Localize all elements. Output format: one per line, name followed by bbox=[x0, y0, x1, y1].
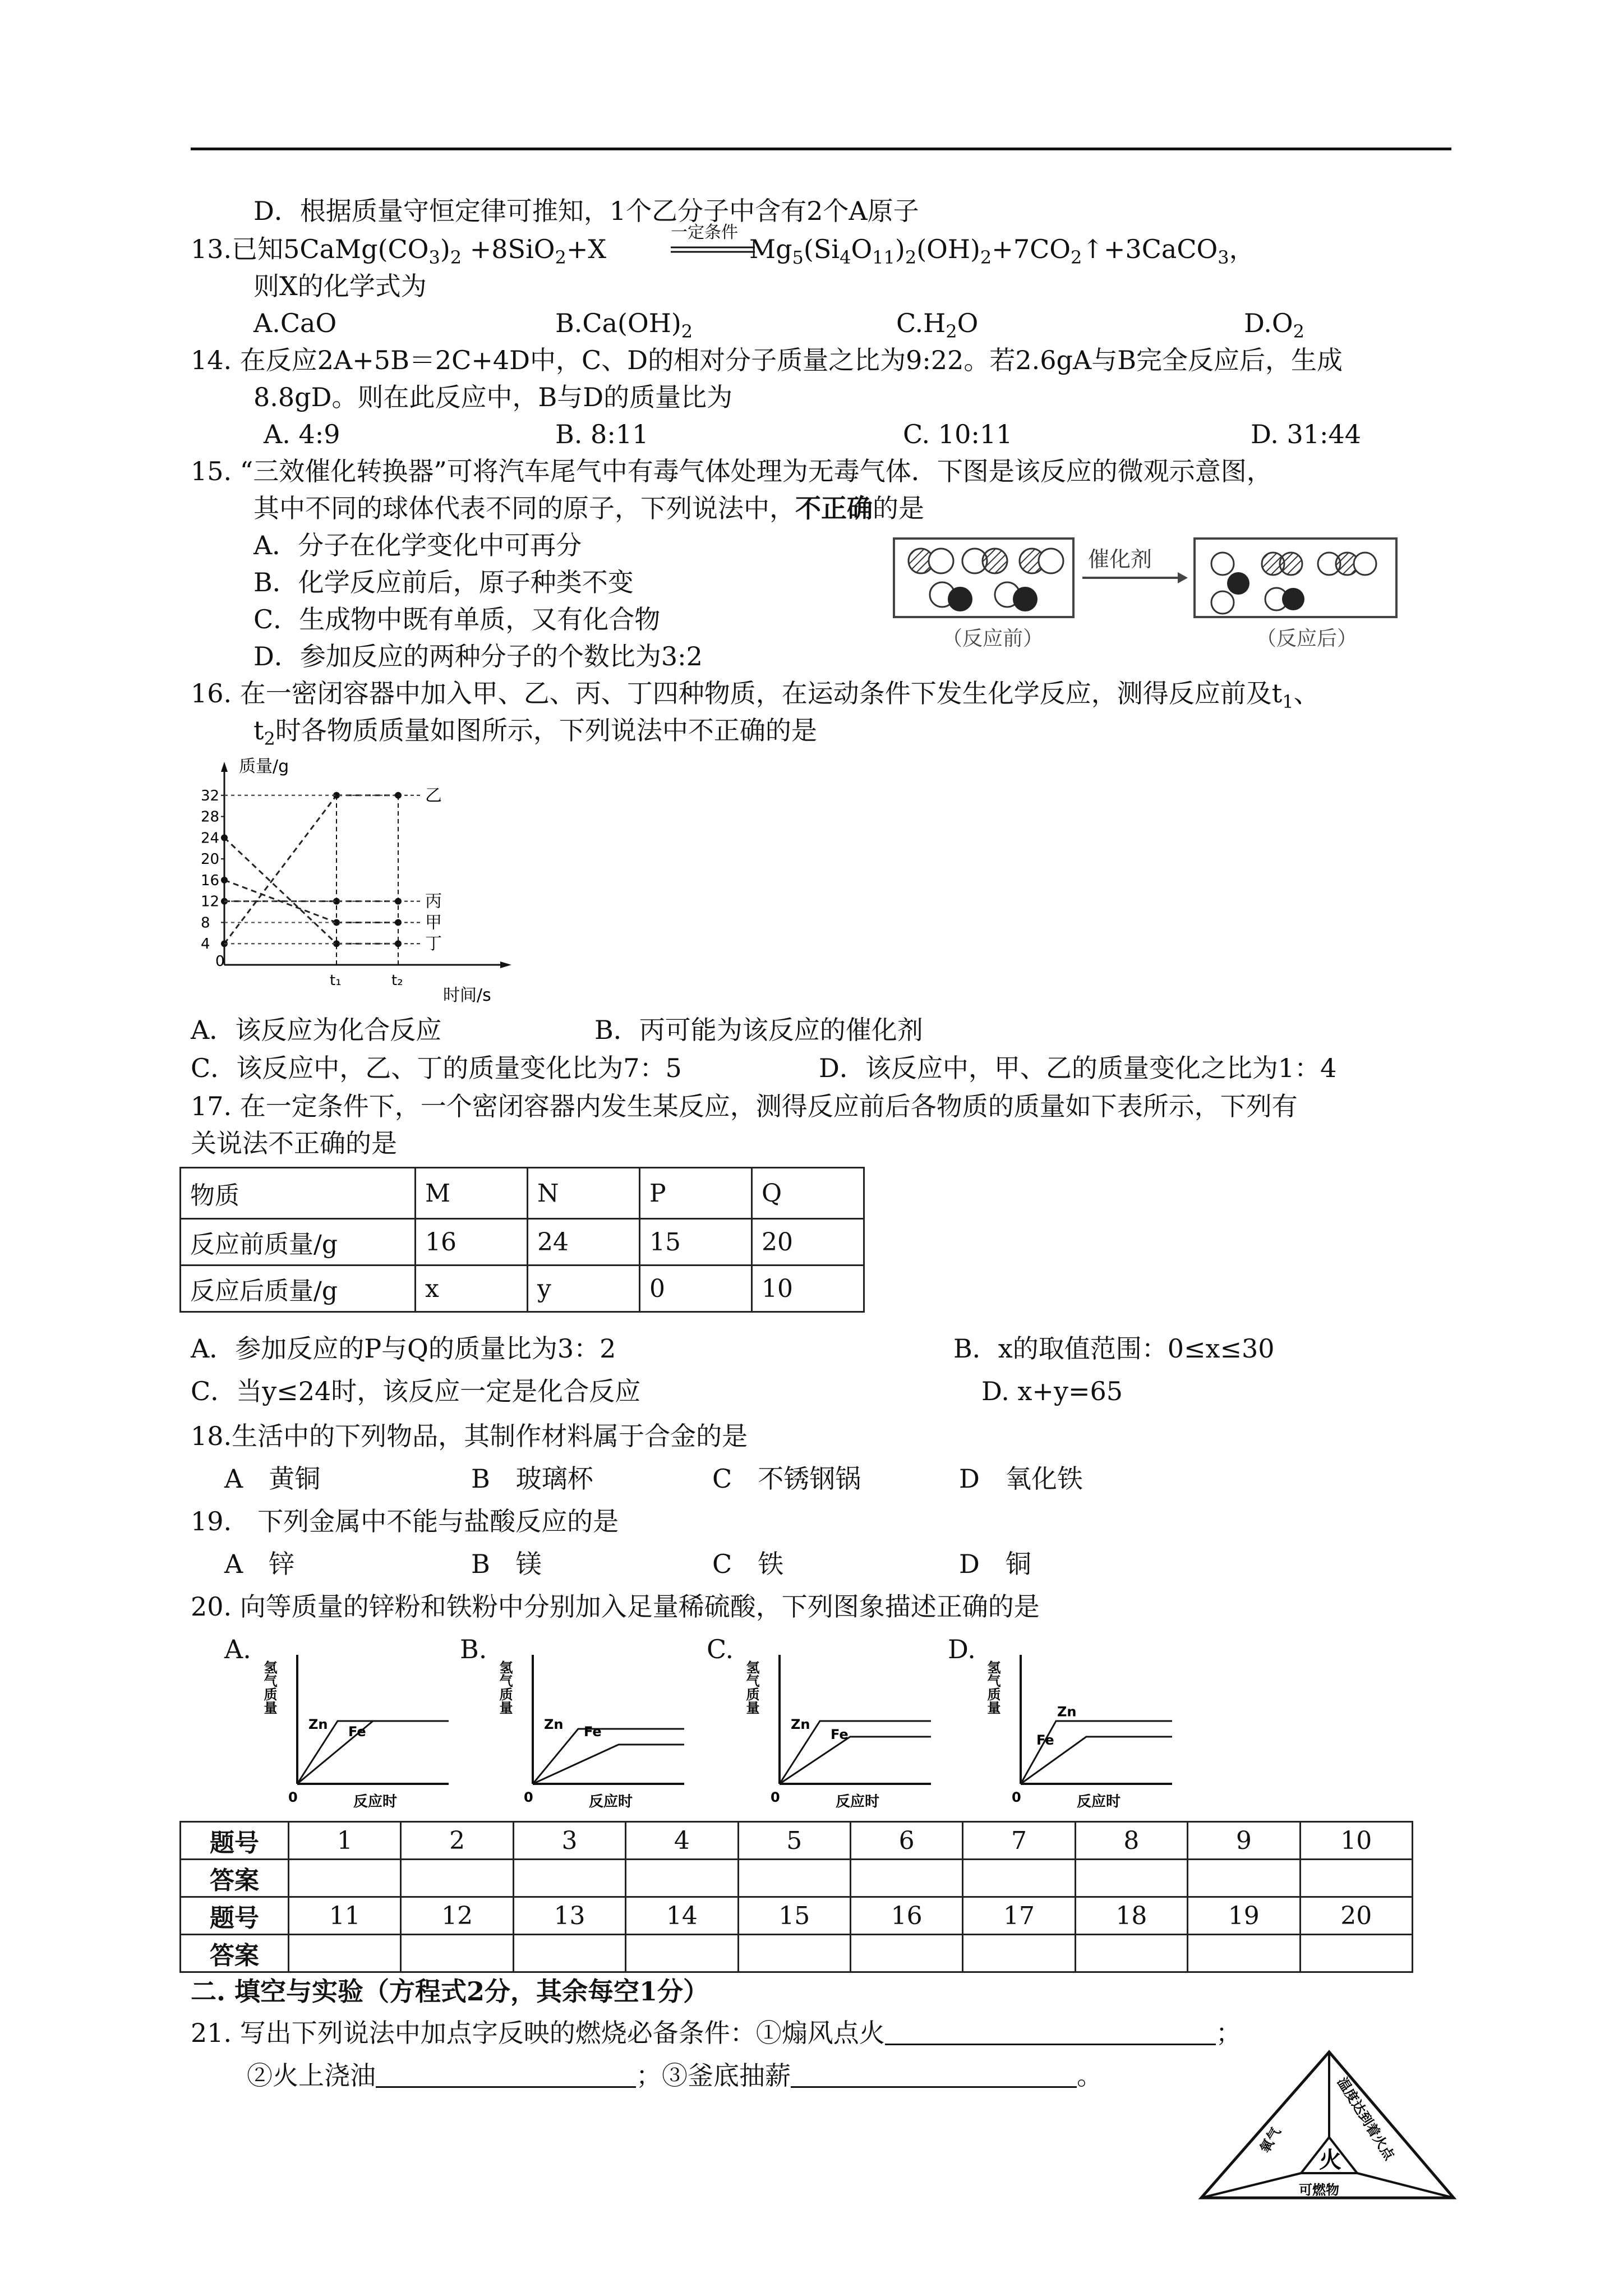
question-number-cell: 13 bbox=[513, 1897, 625, 1935]
question-number-cell: 16 bbox=[850, 1897, 962, 1935]
q21-line2: ②火上浇油 ；③釜底抽薪 。 bbox=[247, 2060, 1103, 2091]
q18-option-b: B 玻璃杯 bbox=[471, 1464, 593, 1494]
answer-blank-3[interactable] bbox=[791, 2064, 1077, 2088]
table-cell: 20 bbox=[752, 1219, 864, 1266]
table-cell: N bbox=[528, 1168, 640, 1219]
q13-option-a: A.CaO bbox=[253, 308, 337, 338]
y-tick-label: 4 bbox=[201, 936, 210, 953]
answer-cell[interactable] bbox=[289, 1935, 401, 1972]
fe-curve bbox=[780, 1737, 931, 1784]
graph-y-label: 氢气质量 bbox=[985, 1660, 1000, 1714]
answer-cell[interactable] bbox=[1075, 1860, 1187, 1897]
q20-graph bbox=[746, 1644, 937, 1812]
q15-option-c: C．生成物中既有单质，又有化合物 bbox=[253, 604, 661, 634]
q13-question: 则X的化学式为 bbox=[253, 271, 427, 301]
answer-cell[interactable] bbox=[738, 1935, 850, 1972]
q15-line1: 15. “三效催化转换器”可将汽车尾气中有毒气体处理为无毒气体．下图是该反应的微观示意图， bbox=[191, 456, 1272, 486]
question-number-label: 题号 bbox=[181, 1822, 289, 1860]
chart-axes bbox=[221, 762, 511, 968]
graph-x-label: 反应时 bbox=[1077, 1793, 1121, 1810]
graph-origin: 0 bbox=[524, 1789, 533, 1805]
table-cell: P bbox=[640, 1168, 752, 1219]
q20-graph bbox=[987, 1644, 1178, 1812]
q15-micro-diagram bbox=[892, 533, 1408, 662]
graph-y-label: 氢气质量 bbox=[497, 1660, 513, 1714]
question-number-cell: 5 bbox=[738, 1822, 850, 1860]
data-point bbox=[221, 834, 228, 841]
question-number-cell: 14 bbox=[626, 1897, 738, 1935]
table-cell: 24 bbox=[528, 1219, 640, 1266]
table-row bbox=[181, 1266, 864, 1312]
x-tick-label: t₂ bbox=[391, 972, 403, 989]
question-number-cell: 8 bbox=[1075, 1822, 1187, 1860]
graph-x-label: 反应时 bbox=[836, 1793, 880, 1810]
answer-cell[interactable] bbox=[1188, 1935, 1300, 1972]
y-tick-label: 16 bbox=[201, 872, 220, 889]
series-lines bbox=[221, 792, 421, 947]
table-cell: 0 bbox=[640, 1266, 752, 1312]
q18-stem: 18.生活中的下列物品，其制作材料属于合金的是 bbox=[191, 1421, 748, 1451]
table-row bbox=[181, 1897, 1413, 1935]
zn-label: Zn bbox=[1057, 1704, 1077, 1720]
question-number-cell: 18 bbox=[1075, 1897, 1187, 1935]
q20-option-letter: B. bbox=[460, 1634, 487, 1664]
table-cell: x bbox=[416, 1266, 528, 1312]
answer-label: 答案 bbox=[181, 1935, 289, 1972]
q20-stem: 20. 向等质量的锌粉和铁粉中分别加入足量稀硫酸，下列图象描述正确的是 bbox=[191, 1591, 1040, 1622]
q15-option-d: D．参加反应的两种分子的个数比为3:2 bbox=[253, 641, 703, 671]
table-cell: 物质 bbox=[181, 1168, 416, 1219]
question-number-cell: 9 bbox=[1188, 1822, 1300, 1860]
triangle-right-label: 温度达到着火点 bbox=[1334, 2074, 1398, 2163]
q19-stem: 19. 下列金属中不能与盐酸反应的是 bbox=[191, 1506, 619, 1536]
fe-curve bbox=[1021, 1721, 1172, 1784]
zn-curve bbox=[533, 1729, 684, 1784]
zn-label: Zn bbox=[544, 1717, 564, 1732]
triangle-center-label: 火 bbox=[1319, 2147, 1341, 2173]
table-cell: 16 bbox=[416, 1219, 528, 1266]
q17-mass-table bbox=[179, 1167, 865, 1313]
y-tick-label: 28 bbox=[201, 808, 220, 826]
q18-option-d: D 氧化铁 bbox=[959, 1464, 1083, 1494]
q19-option-d: D 铜 bbox=[959, 1549, 1031, 1579]
catalyst-label: 催化剂 bbox=[1088, 547, 1152, 572]
graph-y-label: 氢气质量 bbox=[744, 1660, 759, 1714]
q13-condition: 一定条件 bbox=[671, 223, 738, 242]
q14-line1: 14. 在反应2A+5B＝2C+4D中，C、D的相对分子质量之比为9:22。若2.6gA与B完全反应后，生成 bbox=[191, 345, 1343, 375]
y-tick-label: 32 bbox=[201, 787, 220, 804]
question-number-cell: 15 bbox=[738, 1897, 850, 1935]
answer-cell[interactable] bbox=[963, 1860, 1075, 1897]
before-label: （反应前） bbox=[942, 627, 1044, 650]
x-tick-label: t₁ bbox=[330, 972, 342, 989]
q16-option-b: B．丙可能为该反应的催化剂 bbox=[594, 1015, 923, 1045]
q18-option-c: C 不锈钢锅 bbox=[712, 1464, 861, 1494]
zn-label: Zn bbox=[308, 1717, 328, 1732]
q16-line1: 16. 在一密闭容器中加入甲、乙、丙、丁四种物质，在运动条件下发生化学反应，测得反应前及$t_1$、 bbox=[191, 678, 1320, 712]
q21-line1: 21. 写出下列说法中加点字反映的燃烧必备条件：①煽风点火 ； bbox=[191, 2018, 1242, 2048]
q16-mass-time-chart bbox=[191, 757, 550, 1004]
answer-cell[interactable] bbox=[850, 1860, 962, 1897]
answer-table bbox=[179, 1821, 1413, 1973]
answer-cell[interactable] bbox=[1300, 1860, 1412, 1897]
zn-label: Zn bbox=[791, 1717, 810, 1732]
answer-cell[interactable] bbox=[963, 1935, 1075, 1972]
fe-label: Fe bbox=[584, 1724, 602, 1740]
answer-cell[interactable] bbox=[626, 1860, 738, 1897]
table-row bbox=[181, 1935, 1413, 1972]
series-name-label: 丙 bbox=[425, 891, 442, 912]
graph-x-label: 反应时 bbox=[353, 1793, 398, 1810]
q16-option-d: D．该反应中，甲、乙的质量变化之比为1：4 bbox=[819, 1053, 1337, 1083]
y-axis-label: 质量/g bbox=[239, 757, 289, 776]
q17-option-b: B．x的取值范围：0≤x≤30 bbox=[953, 1333, 1275, 1364]
q18-option-a: A 黄铜 bbox=[224, 1464, 321, 1494]
q14-option-c: C. 10:11 bbox=[903, 419, 1013, 449]
q16-option-a: A．该反应为化合反应 bbox=[191, 1015, 442, 1045]
table-row bbox=[181, 1168, 864, 1219]
q15-option-b: B．化学反应前后，原子种类不变 bbox=[253, 567, 634, 597]
origin-label: 0 bbox=[215, 953, 225, 970]
q20-option-letter: D. bbox=[948, 1634, 976, 1664]
question-number-cell: 7 bbox=[963, 1822, 1075, 1860]
q14-option-b: B. 8:11 bbox=[555, 419, 649, 449]
q20-option-letter: C. bbox=[707, 1634, 734, 1664]
question-number-cell: 10 bbox=[1300, 1822, 1412, 1860]
triangle-left-label: 氧气 bbox=[1256, 2124, 1284, 2156]
question-number-cell: 1 bbox=[289, 1822, 401, 1860]
before-molecules bbox=[909, 549, 1063, 611]
series-name-label: 丁 bbox=[425, 934, 442, 954]
graph-origin: 0 bbox=[288, 1789, 298, 1805]
q20-option-letter: A. bbox=[224, 1634, 251, 1664]
question-number-cell: 6 bbox=[850, 1822, 962, 1860]
table-cell: 反应前质量/g bbox=[181, 1219, 416, 1266]
graph-origin: 0 bbox=[1012, 1789, 1021, 1805]
y-tick-labels bbox=[201, 788, 224, 953]
answer-cell[interactable] bbox=[513, 1860, 625, 1897]
question-number-cell: 3 bbox=[513, 1822, 625, 1860]
answer-blank-2[interactable] bbox=[376, 2064, 636, 2088]
question-number-cell: 12 bbox=[401, 1897, 513, 1935]
graph-origin: 0 bbox=[771, 1789, 780, 1805]
fe-label: Fe bbox=[831, 1727, 849, 1742]
series-segment bbox=[224, 838, 336, 944]
answer-cell[interactable] bbox=[401, 1860, 513, 1897]
answer-cell[interactable] bbox=[1188, 1860, 1300, 1897]
q19-option-b: B 镁 bbox=[471, 1549, 542, 1579]
question-number-cell: 2 bbox=[401, 1822, 513, 1860]
table-row bbox=[181, 1860, 1413, 1897]
question-number-cell: 19 bbox=[1188, 1897, 1300, 1935]
q15-option-a: A．分子在化学变化中可再分 bbox=[253, 530, 582, 560]
series-name-label: 乙 bbox=[425, 785, 442, 806]
answer-label: 答案 bbox=[181, 1860, 289, 1897]
y-tick-label: 12 bbox=[201, 893, 220, 910]
q17-option-d: D. x+y=65 bbox=[981, 1376, 1123, 1406]
answer-cell[interactable] bbox=[1300, 1935, 1412, 1972]
q19-option-a: A 锌 bbox=[224, 1549, 295, 1579]
section-2-heading: 二. 填空与实验（方程式2分，其余每空1分） bbox=[191, 1976, 709, 2007]
fire-triangle-diagram bbox=[1195, 2047, 1458, 2205]
question-number-label: 题号 bbox=[181, 1897, 289, 1935]
table-row bbox=[181, 1219, 864, 1266]
q14-option-a: A. 4:9 bbox=[264, 419, 340, 449]
question-number-cell: 20 bbox=[1300, 1897, 1412, 1935]
graph-y-label: 氢气质量 bbox=[261, 1660, 277, 1714]
y-tick-label: 8 bbox=[201, 914, 210, 932]
after-molecules bbox=[1211, 553, 1376, 614]
table-cell: 10 bbox=[752, 1266, 864, 1312]
q14-line2: 8.8gD。则在此反应中，B与D的质量比为 bbox=[253, 382, 733, 412]
question-number-cell: 11 bbox=[289, 1897, 401, 1935]
q13-option-d: $D.O_2$ bbox=[1244, 308, 1304, 342]
q12-option-d: D．根据质量守恒定律可推知，1个乙分子中含有2个A原子 bbox=[253, 196, 919, 226]
q17-option-a: A．参加反应的P与Q的质量比为3：2 bbox=[191, 1333, 616, 1364]
fe-curve bbox=[533, 1745, 684, 1784]
series-segment bbox=[224, 795, 336, 944]
q16-option-c: C．该反应中，乙、丁的质量变化比为7：5 bbox=[191, 1053, 682, 1083]
y-tick-label: 20 bbox=[201, 851, 220, 868]
q17-line2: 关说法不正确的是 bbox=[191, 1128, 397, 1158]
q13-stem: 13.已知$5CaMg(CO_3)_2 +8SiO_2+X$ bbox=[191, 234, 607, 268]
answer-cell[interactable] bbox=[626, 1935, 738, 1972]
table-cell: y bbox=[528, 1266, 640, 1312]
q20-graph bbox=[499, 1644, 690, 1812]
q17-option-c: C．当y≤24时，该反应一定是化合反应 bbox=[191, 1376, 641, 1406]
q20-graph bbox=[261, 1644, 454, 1812]
table-cell: 15 bbox=[640, 1219, 752, 1266]
fe-label: Fe bbox=[1036, 1732, 1054, 1748]
answer-cell[interactable] bbox=[850, 1935, 962, 1972]
answer-cell[interactable] bbox=[513, 1935, 625, 1972]
triangle-bottom-label: 可燃物 bbox=[1299, 2182, 1339, 2198]
question-number-cell: 4 bbox=[626, 1822, 738, 1860]
answer-cell[interactable] bbox=[289, 1860, 401, 1897]
table-cell: Q bbox=[752, 1168, 864, 1219]
q13-option-b: $B.Ca(OH)_2$ bbox=[555, 308, 693, 342]
graph-x-label: 反应时 bbox=[589, 1793, 633, 1810]
x-axis-label: 时间/s bbox=[443, 986, 491, 1005]
q15-line2: 其中不同的球体代表不同的原子，下列说法中，不正确的是 bbox=[253, 493, 924, 523]
q13-equals-arrow bbox=[671, 246, 756, 254]
q14-option-d: D. 31:44 bbox=[1251, 419, 1362, 449]
q13-products: $Mg_5(Si_4O_{11})_2(OH)_2+7CO_2↑+3CaCO_3$， bbox=[749, 234, 1255, 268]
question-number-cell: 17 bbox=[963, 1897, 1075, 1935]
table-row bbox=[181, 1822, 1413, 1860]
table-cell: M bbox=[416, 1168, 528, 1219]
y-tick-label: 24 bbox=[201, 830, 220, 847]
table-cell: 反应后质量/g bbox=[181, 1266, 416, 1312]
answer-cell[interactable] bbox=[1075, 1935, 1187, 1972]
series-name-label: 甲 bbox=[425, 913, 442, 933]
after-label: （反应后） bbox=[1256, 627, 1358, 650]
x-tick-labels bbox=[330, 795, 403, 989]
data-point bbox=[221, 877, 228, 884]
q19-option-c: C 铁 bbox=[712, 1549, 784, 1579]
answer-cell[interactable] bbox=[738, 1860, 850, 1897]
header-rule bbox=[191, 148, 1451, 150]
q13-option-c: $C.H_2O$ bbox=[896, 308, 979, 342]
q17-line1: 17. 在一定条件下，一个密闭容器内发生某反应，测得反应前后各物质的质量如下表所示，下列有 bbox=[191, 1091, 1298, 1121]
answer-blank-1[interactable] bbox=[885, 2021, 1216, 2045]
q16-line2: $t_2$时各物质质量如图所示，下列说法中不正确的是 bbox=[253, 715, 817, 749]
fe-label: Fe bbox=[348, 1724, 366, 1740]
series-labels bbox=[425, 786, 442, 954]
answer-cell[interactable] bbox=[401, 1935, 513, 1972]
